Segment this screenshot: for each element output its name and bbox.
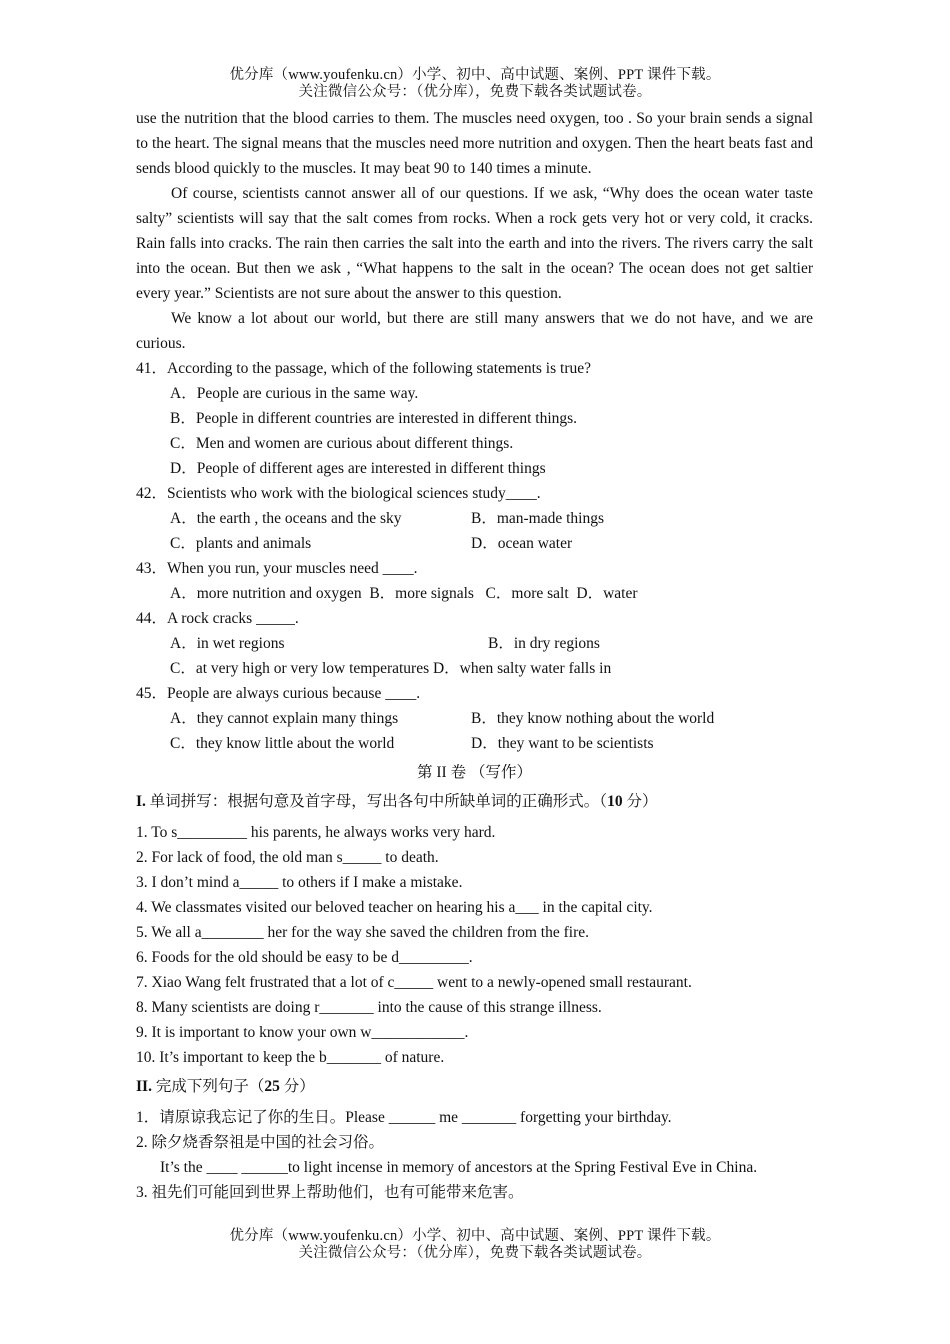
option-row: A．more nutrition and oxygen B．more signals C．more salt D．water	[170, 585, 638, 602]
question-stem: 41．According to the passage, which of the following statements is true?	[136, 360, 591, 377]
footer-line-1: 优分库（www.youfenku.cn）小学、初中、高中试题、案例、PPT 课件下载。	[229, 1228, 721, 1244]
list-item: 2. 除夕烧香祭祖是中国的社会习俗。	[136, 1134, 385, 1151]
header-line-2: 关注微信公众号：（优分库），免费下载各类试题试卷。	[298, 84, 652, 100]
list-item: 1．请原谅我忘记了你的生日。Please ______ me _______ forgetting your birthday.	[136, 1109, 672, 1126]
list-item: 7. Xiao Wang felt frustrated that a lot of c_____ went to a newly-opened small restaurant.	[136, 974, 692, 991]
option-b: B．man-made things	[471, 510, 605, 527]
option-a: A．People are curious in the same way.	[170, 385, 419, 402]
question-stem: 42．Scientists who work with the biological sciences study____.	[136, 485, 541, 502]
list-item: It’s the ____ ______to light incense in memory of ancestors at the Spring Festival Eve in China.	[160, 1159, 758, 1176]
option-a: A．they cannot explain many things	[170, 710, 399, 727]
option-b: B．they know nothing about the world	[471, 710, 715, 727]
option-a: A．in wet regions	[170, 635, 285, 652]
option-row	[136, 506, 813, 531]
option-a: A．the earth , the oceans and the sky	[170, 510, 402, 527]
list-item: 2. For lack of food, the old man s_____ to death.	[136, 849, 439, 866]
passage-paragraph: Of course, scientists cannot answer all of our questions. If we ask, “Why does the ocean water taste salty” scientists will say that the salt comes from rocks. When a rock gets very hot or very cold, it cracks. Rain falls into cracks. The rain then carries the salt into the earth and into the rivers. The rivers carry the salt into the ocean. But then we ask , “What happens to the salt in the ocean? The ocean does not get saltier every year.” Scientists are not sure about the answer to this question.	[136, 185, 813, 302]
option-row	[136, 631, 813, 656]
question-42	[136, 481, 813, 556]
option-c: C．plants and animals	[170, 535, 312, 552]
question-stem: 44．A rock cracks _____.	[136, 610, 299, 627]
page-footer	[0, 1228, 950, 1262]
list-item: 5. We all a________ her for the way she saved the children from the fire.	[136, 924, 589, 941]
question-41	[136, 356, 813, 481]
list-item: 3. I don’t mind a_____ to others if I make a mistake.	[136, 874, 463, 891]
option-b: B．in dry regions	[488, 635, 600, 652]
part-2-items	[136, 1105, 813, 1205]
option-row	[136, 706, 813, 731]
option-b: B．People in different countries are interested in different things.	[170, 410, 578, 427]
question-stem: 43．When you run, your muscles need ____.	[136, 560, 418, 577]
option-row	[136, 531, 813, 556]
page-header	[0, 67, 950, 101]
part-2-heading: II. 完成下列句子（25 分）	[136, 1078, 315, 1095]
option-d: D．ocean water	[471, 535, 573, 552]
list-item: 8. Many scientists are doing r_______ into the cause of this strange illness.	[136, 999, 602, 1016]
list-item: 1. To s_________ his parents, he always works very hard.	[136, 824, 496, 841]
list-item: 3. 祖先们可能回到世界上帮助他们，也有可能带来危害。	[136, 1184, 524, 1201]
section-title: 第 II 卷 （写作）	[417, 764, 532, 781]
list-item: 10. It’s important to keep the b_______ of nature.	[136, 1049, 445, 1066]
footer-line-2: 关注微信公众号：（优分库），免费下载各类试题试卷。	[298, 1245, 652, 1261]
question-45	[136, 681, 813, 756]
question-44	[136, 606, 813, 681]
option-d: D．People of different ages are interested in different things	[170, 460, 546, 477]
option-row	[136, 731, 813, 756]
document-body	[136, 106, 813, 1205]
list-item: 6. Foods for the old should be easy to be d_________.	[136, 949, 473, 966]
option-row	[136, 656, 813, 681]
question-43	[136, 556, 813, 606]
option-c: C．they know little about the world	[170, 735, 395, 752]
list-item: 9. It is important to know your own w____________.	[136, 1024, 469, 1041]
option-d: D．they want to be scientists	[471, 735, 654, 752]
passage-paragraph: use the nutrition that the blood carries to them. The muscles need oxygen, too . So your brain sends a signal to the heart. The signal means that the muscles need more nutrition and oxygen. Then the heart beats fast and sends blood quickly to the muscles. It may beat 90 to 140 times a minute.	[136, 110, 813, 177]
option-c-d: C．at very high or very low temperatures D．when salty water falls in	[170, 660, 612, 677]
option-c: C．Men and women are curious about different things.	[170, 435, 514, 452]
question-stem: 45．People are always curious because ____.	[136, 685, 421, 702]
part-1-heading: I. 单词拼写：根据句意及首字母，写出各句中所缺单词的正确形式。（10 分）	[136, 793, 658, 810]
list-item: 4. We classmates visited our beloved teacher on hearing his a___ in the capital city.	[136, 899, 653, 916]
passage-paragraph: We know a lot about our world, but there are still many answers that we do not have, and we are curious.	[136, 310, 813, 352]
part-1-items	[136, 820, 813, 1070]
header-line-1: 优分库（www.youfenku.cn）小学、初中、高中试题、案例、PPT 课件下载。	[229, 67, 721, 83]
